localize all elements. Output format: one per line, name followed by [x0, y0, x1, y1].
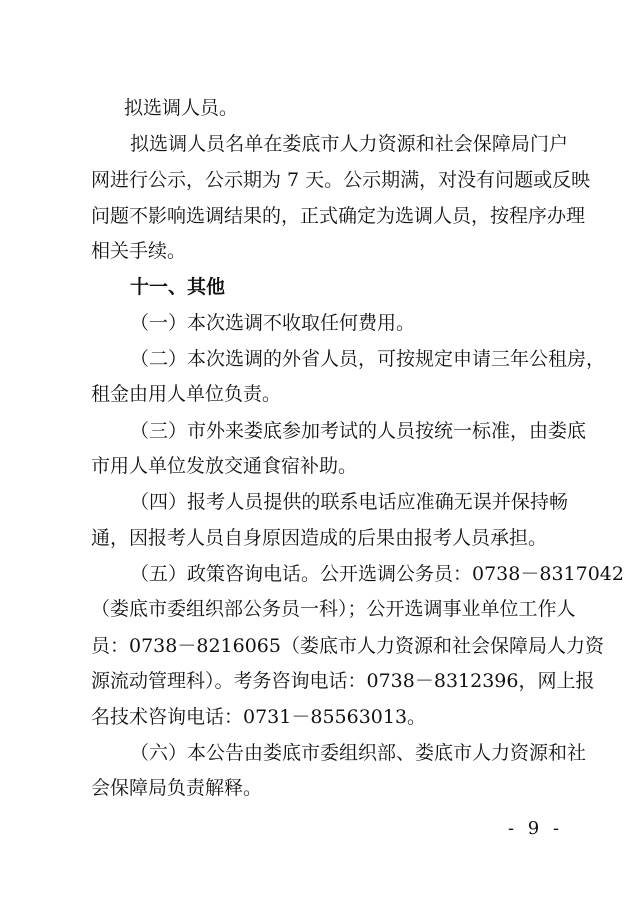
- text-line: （五）政策咨询电话。公开选调公务员：0738－8317042: [130, 563, 624, 585]
- text-line: （四）报考人员提供的联系电话应准确无误并保持畅: [130, 491, 568, 513]
- text-line: 租金由用人单位负责。: [91, 383, 282, 405]
- page-number: - 9 -: [508, 818, 564, 839]
- text-line: （三）市外来娄底参加考试的人员按统一标准，由娄底: [130, 420, 587, 442]
- text-line: 相关手续。: [91, 240, 187, 262]
- text-line: 拟选调人员名单在娄底市人力资源和社会保障局门户: [130, 133, 568, 155]
- text-line: （一）本次选调不收取任何费用。: [130, 312, 416, 334]
- text-line: 网进行公示，公示期为 7 天。公示期满，对没有问题或反映: [91, 169, 591, 191]
- section-heading: 十一、其他: [130, 276, 226, 298]
- text-line: 拟选调人员。: [124, 97, 239, 119]
- text-line: 通，因报考人员自身原因造成的后果由报考人员承担。: [91, 527, 548, 549]
- text-line: 源流动管理科）。考务咨询电话：0738－8312396，网上报: [91, 670, 595, 692]
- text-line: 问题不影响选调结果的，正式确定为选调人员，按程序办理: [91, 205, 586, 227]
- text-line: 会保障局负责解释。: [91, 777, 263, 799]
- text-line: （娄底市委组织部公务员一科）；公开选调事业单位工作人: [91, 598, 576, 620]
- text-line: 市用人单位发放交通食宿补助。: [91, 455, 358, 477]
- text-line: 员：0738－8216065（娄底市人力资源和社会保障局人力资: [91, 635, 604, 657]
- text-line: 名技术咨询电话：0731－85563013。: [91, 706, 427, 728]
- text-line: （六）本公告由娄底市委组织部、娄底市人力资源和社: [130, 742, 587, 764]
- text-line: （二）本次选调的外省人员，可按规定申请三年公租房，: [130, 348, 606, 370]
